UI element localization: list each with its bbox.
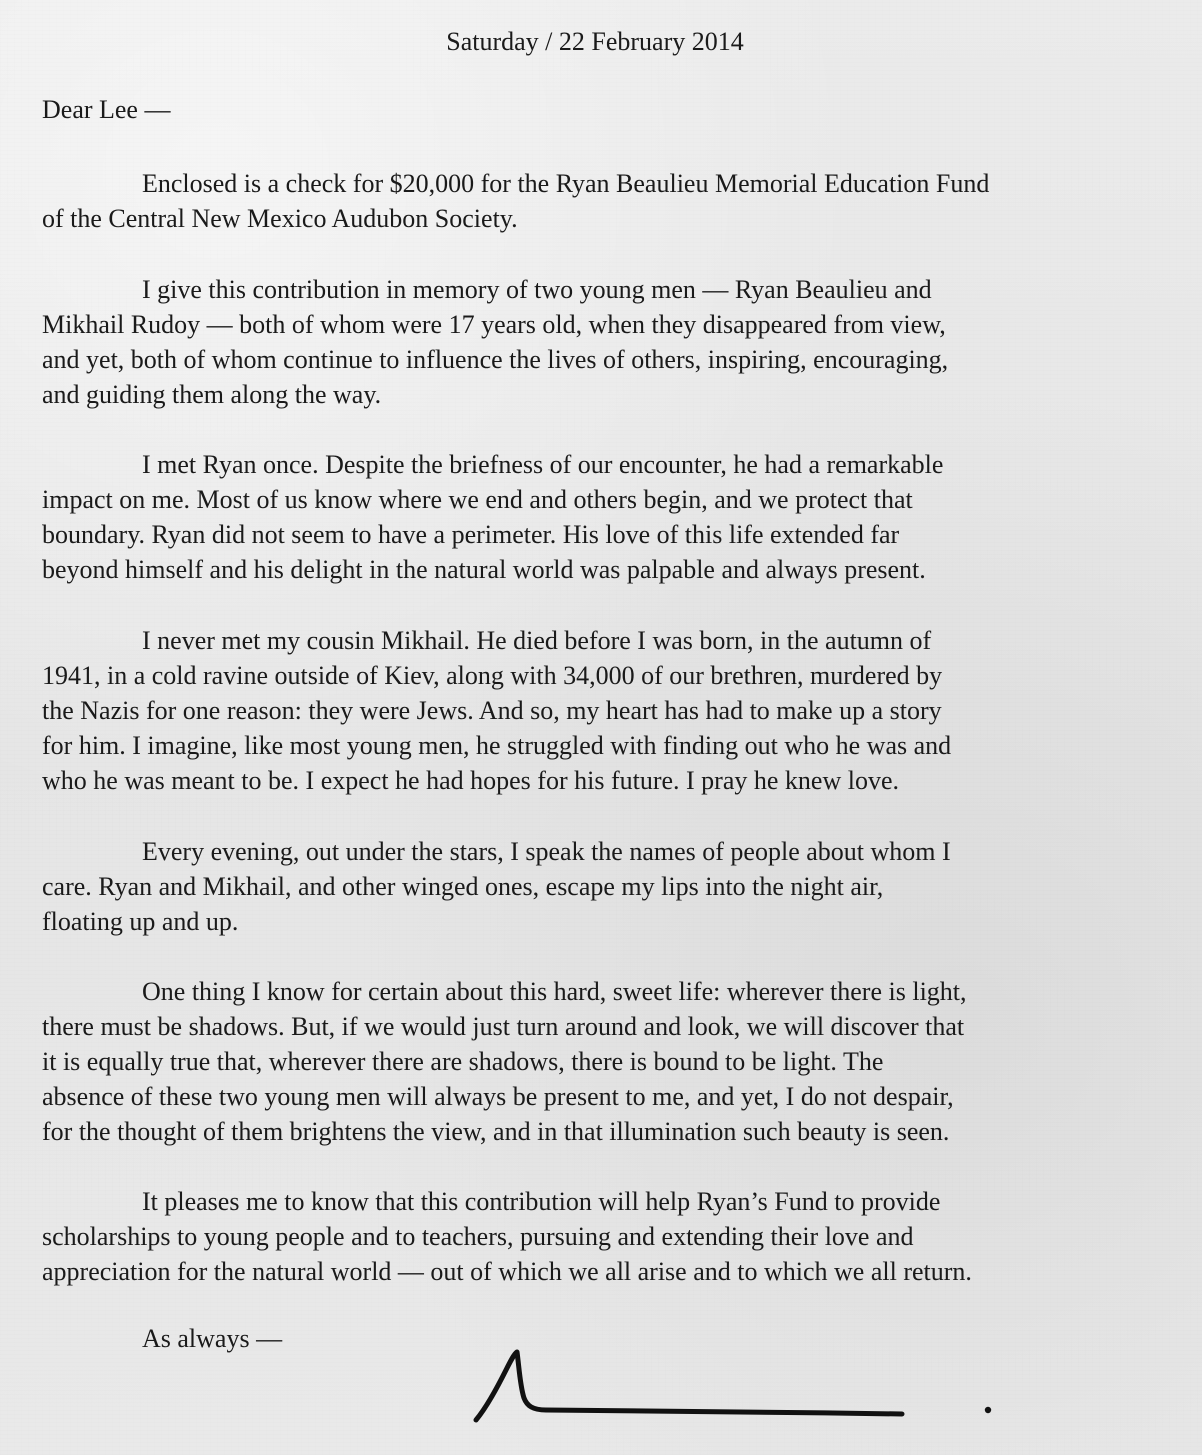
paragraph-line: scholarships to young people and to teachers, pursuing and extending their love and [42,1222,914,1251]
paragraph-5 [42,834,1152,939]
letter-date: Saturday / 22 February 2014 [446,27,744,56]
paragraph-4 [42,623,1152,798]
paragraph-line: floating up and up. [42,907,239,936]
paragraph-6 [42,974,1152,1149]
paragraph-line: absence of these two young men will always be present to me, and yet, I do not despair, [42,1082,954,1111]
paragraph-line: It pleases me to know that this contribution will help Ryan’s Fund to provide [142,1187,941,1216]
paragraph-line: Enclosed is a check for $20,000 for the Ryan Beaulieu Memorial Education Fund [142,169,990,198]
paragraph-line: of the Central New Mexico Audubon Society. [42,204,518,233]
paragraph-line: boundary. Ryan did not seem to have a perimeter. His love of this life extended far [42,520,900,549]
paragraph-7 [42,1184,1152,1289]
paragraph-line: Every evening, out under the stars, I speak the names of people about whom I [142,837,951,866]
paragraph-line: 1941, in a cold ravine outside of Kiev, along with 34,000 of our brethren, murdered by [42,661,943,690]
paragraph-line: One thing I know for certain about this hard, sweet life: wherever there is light, [142,977,967,1006]
paragraph-line: for the thought of them brightens the view, and in that illumination such beauty is seen. [42,1117,950,1146]
paragraph-line: it is equally true that, wherever there are shadows, there is bound to be light. The [42,1047,884,1076]
paragraph-line: and guiding them along the way. [42,380,382,409]
paragraph-line: appreciation for the natural world — out of which we all arise and to which we all return. [42,1257,972,1286]
paragraph-line: who he was meant to be. I expect he had hopes for his future. I pray he knew love. [42,766,899,795]
handwritten-signature [470,1340,1010,1440]
paragraph-line: the Nazis for one reason: they were Jews. And so, my heart has had to make up a story [42,696,942,725]
paragraph-line: beyond himself and his delight in the natural world was palpable and always present. [42,555,926,584]
signature-stroke [476,1352,902,1420]
paragraph-line: there must be shadows. But, if we would just turn around and look, we will discover that [42,1012,965,1041]
paragraph-line: care. Ryan and Mikhail, and other winged ones, escape my lips into the night air, [42,872,884,901]
paragraph-2 [42,272,1152,412]
paragraph-line: I never met my cousin Mikhail. He died before I was born, in the autumn of [142,626,932,655]
signature-dot [985,1407,991,1413]
paragraph-line: Mikhail Rudoy — both of whom were 17 years old, when they disappeared from view, [42,310,946,339]
paragraph-line: I give this contribution in memory of two young men — Ryan Beaulieu and [142,275,932,304]
paragraph-line: and yet, both of whom continue to influence the lives of others, inspiring, encouraging, [42,345,949,374]
paragraph-1 [42,166,1152,236]
closing: As always — [142,1324,283,1353]
paragraph-line: I met Ryan once. Despite the briefness of our encounter, he had a remarkable [142,450,944,479]
paragraph-line: impact on me. Most of us know where we end and others begin, and we protect that [42,485,913,514]
paragraph-line: for him. I imagine, like most young men, he struggled with finding out who he was and [42,731,952,760]
paragraph-3 [42,447,1152,587]
salutation: Dear Lee — [42,95,171,124]
